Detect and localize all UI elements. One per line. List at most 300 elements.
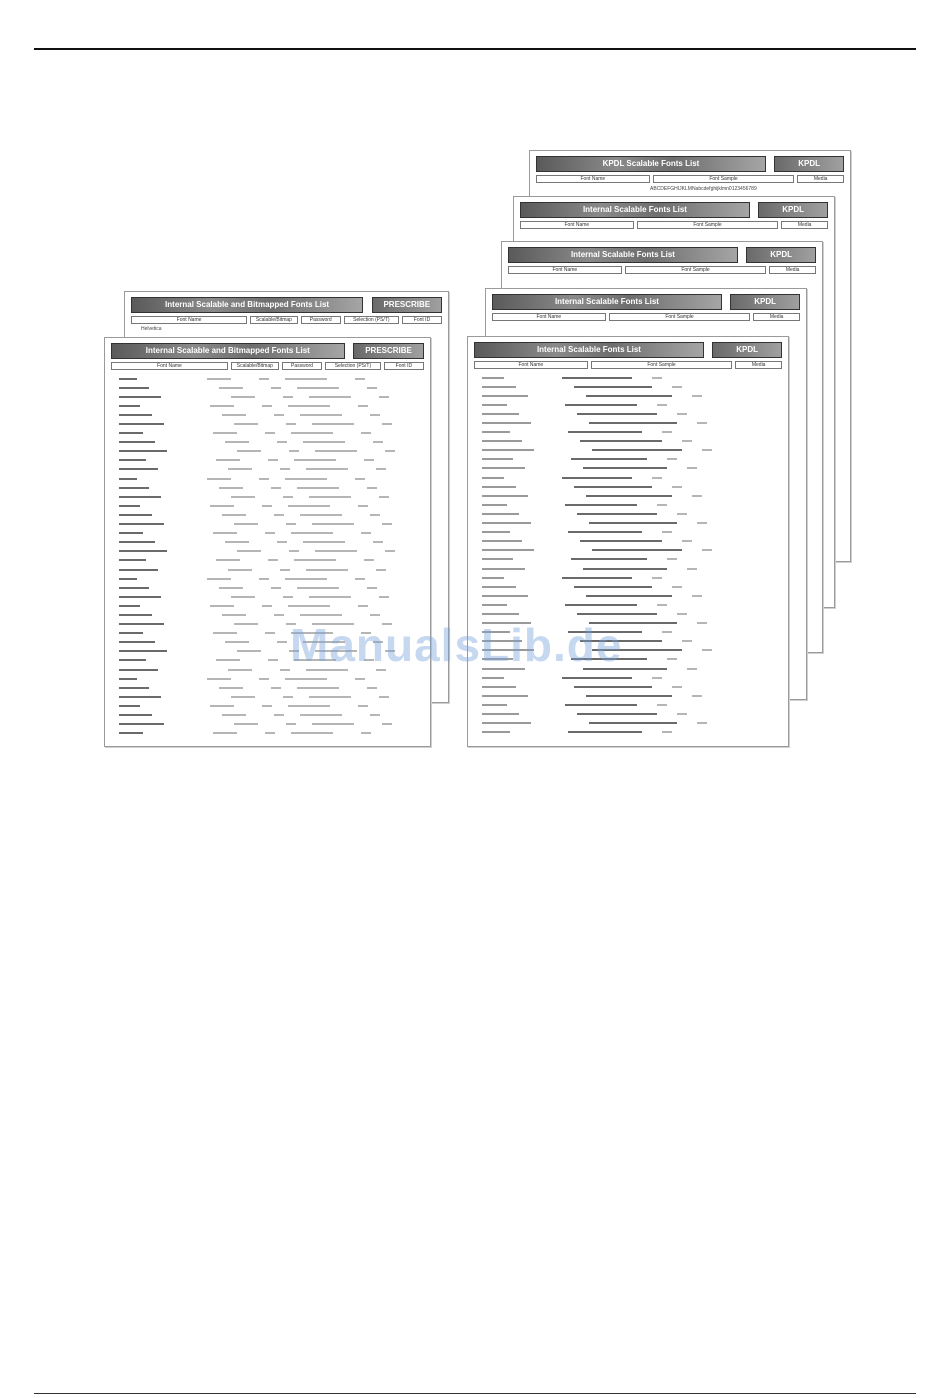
sheet-tag: KPDL (774, 156, 844, 172)
table-row (478, 528, 778, 537)
row-text (677, 513, 687, 515)
row-text (274, 514, 284, 516)
row-text (288, 705, 330, 707)
row-text (119, 650, 167, 652)
row-text (482, 386, 516, 388)
row-text (286, 523, 296, 525)
row-text (379, 496, 389, 498)
row-text (482, 695, 528, 697)
row-text (702, 549, 712, 551)
row-text (237, 550, 261, 552)
table-row (115, 692, 420, 701)
table-row (478, 482, 778, 491)
sheet-title: KPDL Scalable Fonts List (536, 156, 766, 172)
table-row (115, 556, 420, 565)
row-text (562, 377, 632, 379)
back-row-sample: ABCDEFGHIJKLMNabcdefghijklmn0123456789 (650, 186, 757, 192)
table-row (115, 683, 420, 692)
col-media: Media (797, 175, 844, 183)
col-font-id: Font ID (384, 362, 424, 370)
row-text (382, 423, 392, 425)
row-text (565, 604, 637, 606)
col-media: Media (781, 221, 828, 229)
row-text (361, 732, 371, 734)
col-font-sample: Font Sample (591, 361, 733, 369)
table-row (478, 700, 778, 709)
header-rule (34, 48, 916, 50)
row-text (592, 549, 682, 551)
row-text (288, 505, 330, 507)
row-text (234, 423, 258, 425)
table-row (115, 510, 420, 519)
row-text (228, 468, 252, 470)
table-row (115, 701, 420, 710)
row-text (213, 432, 237, 434)
col-media: Media (753, 313, 800, 321)
row-text (262, 405, 272, 407)
col-font-id: Font ID (402, 316, 442, 324)
row-text (657, 504, 667, 506)
row-text (234, 623, 258, 625)
table-row (478, 564, 778, 573)
row-text (370, 414, 380, 416)
row-text (222, 514, 246, 516)
row-text (482, 504, 507, 506)
col-font-sample: Font Sample (653, 175, 795, 183)
col-font-name: Font Name (111, 362, 228, 370)
row-text (682, 440, 692, 442)
row-text (657, 404, 667, 406)
row-text (265, 732, 275, 734)
row-text (283, 396, 293, 398)
table-row (115, 392, 420, 401)
row-text (265, 632, 275, 634)
sheet-tag: KPDL (746, 247, 816, 263)
row-text (119, 378, 137, 380)
sheet-tag: PRESCRIBE (372, 297, 442, 313)
table-row (115, 720, 420, 729)
row-text (303, 441, 345, 443)
row-text (589, 422, 677, 424)
row-text (237, 450, 261, 452)
row-text (119, 487, 149, 489)
row-text (677, 413, 687, 415)
row-text (119, 514, 152, 516)
table-row (115, 447, 420, 456)
table-row (115, 729, 420, 738)
row-text (562, 577, 632, 579)
row-text (364, 459, 374, 461)
row-text (119, 423, 164, 425)
row-text (283, 696, 293, 698)
row-text (662, 631, 672, 633)
table-row (478, 600, 778, 609)
col-font-name: Font Name (520, 221, 634, 229)
row-text (482, 458, 513, 460)
table-row (478, 719, 778, 728)
col-font-name: Font Name (508, 266, 622, 274)
row-text (312, 723, 354, 725)
row-text (358, 405, 368, 407)
row-text (210, 505, 234, 507)
row-text (482, 513, 519, 515)
row-text (692, 495, 702, 497)
row-text (119, 614, 152, 616)
row-text (119, 559, 146, 561)
row-text (652, 577, 662, 579)
row-text (119, 714, 152, 716)
table-row (478, 418, 778, 427)
row-text (367, 487, 377, 489)
row-text (119, 478, 137, 480)
row-text (259, 378, 269, 380)
table-row (478, 682, 778, 691)
row-text (385, 550, 395, 552)
row-text (482, 731, 510, 733)
table-row (115, 601, 420, 610)
row-text (379, 596, 389, 598)
table-row (478, 537, 778, 546)
row-text (213, 732, 237, 734)
table-row (478, 728, 778, 737)
row-text (482, 704, 507, 706)
row-text (268, 459, 278, 461)
column-headers (131, 316, 442, 324)
row-text (303, 541, 345, 543)
row-text (682, 540, 692, 542)
table-row (478, 428, 778, 437)
col-font-name: Font Name (131, 316, 247, 324)
row-text (300, 614, 342, 616)
row-text (119, 387, 149, 389)
table-row (478, 409, 778, 418)
table-row (115, 401, 420, 410)
row-text (672, 686, 682, 688)
row-text (291, 732, 333, 734)
row-text (309, 696, 351, 698)
row-text (482, 531, 510, 533)
col-font-name: Font Name (536, 175, 650, 183)
row-text (300, 514, 342, 516)
row-text (297, 587, 339, 589)
row-text (667, 558, 677, 560)
row-text (228, 669, 252, 671)
row-text (119, 678, 137, 680)
row-text (574, 386, 652, 388)
row-text (482, 522, 531, 524)
table-row (115, 456, 420, 465)
row-text (571, 558, 647, 560)
row-text (355, 378, 365, 380)
row-text (291, 532, 333, 534)
row-text (285, 578, 327, 580)
row-text (119, 659, 146, 661)
row-text (280, 569, 290, 571)
row-text (361, 432, 371, 434)
row-text (667, 658, 677, 660)
table-row (478, 709, 778, 718)
row-text (482, 549, 534, 551)
row-text (210, 605, 234, 607)
table-row (478, 373, 778, 382)
table-row (478, 437, 778, 446)
row-text (119, 505, 140, 507)
row-text (286, 723, 296, 725)
row-text (652, 477, 662, 479)
col-media: Media (769, 266, 816, 274)
row-text (482, 595, 528, 597)
row-text (482, 495, 528, 497)
row-text (297, 387, 339, 389)
row-text (219, 387, 243, 389)
row-text (577, 513, 657, 515)
column-headers (492, 313, 800, 321)
row-text (119, 441, 155, 443)
font-rows (478, 373, 778, 737)
row-text (358, 605, 368, 607)
row-text (262, 705, 272, 707)
row-text (697, 622, 707, 624)
row-text (574, 686, 652, 688)
row-text (119, 569, 158, 571)
row-text (300, 414, 342, 416)
row-text (482, 722, 531, 724)
row-text (210, 405, 234, 407)
col-media: Media (735, 361, 782, 369)
table-row (478, 519, 778, 528)
table-row (478, 400, 778, 409)
row-text (216, 659, 240, 661)
row-text (385, 450, 395, 452)
row-text (294, 459, 336, 461)
sheet-title: Internal Scalable and Bitmapped Fonts List (131, 297, 363, 313)
row-text (367, 687, 377, 689)
sheet-tag: KPDL (712, 342, 782, 358)
col-password: Password (301, 316, 341, 324)
table-row (478, 582, 778, 591)
row-text (119, 587, 149, 589)
row-text (702, 449, 712, 451)
row-text (289, 550, 299, 552)
row-text (285, 378, 327, 380)
row-text (309, 396, 351, 398)
row-text (225, 441, 249, 443)
row-text (119, 523, 164, 525)
row-text (219, 587, 243, 589)
row-text (667, 458, 677, 460)
row-text (687, 467, 697, 469)
row-text (207, 378, 231, 380)
row-text (382, 723, 392, 725)
row-text (274, 614, 284, 616)
row-text (577, 413, 657, 415)
row-text (283, 496, 293, 498)
row-text (285, 678, 327, 680)
sheet-tag: PRESCRIBE (353, 343, 424, 359)
table-row (478, 691, 778, 700)
col-font-sample: Font Sample (609, 313, 751, 321)
table-row (478, 509, 778, 518)
table-row (478, 591, 778, 600)
row-text (119, 632, 143, 634)
row-text (265, 432, 275, 434)
row-text (586, 595, 672, 597)
sheet-title: Internal Scalable Fonts List (520, 202, 750, 218)
row-text (119, 705, 140, 707)
row-text (482, 413, 519, 415)
table-row (115, 529, 420, 538)
row-text (297, 487, 339, 489)
sheet-title: Internal Scalable Fonts List (474, 342, 704, 358)
table-row (478, 464, 778, 473)
row-text (312, 523, 354, 525)
row-text (225, 541, 249, 543)
table-row (478, 673, 778, 682)
row-text (234, 523, 258, 525)
row-text (262, 605, 272, 607)
table-row (115, 419, 420, 428)
table-row (115, 538, 420, 547)
row-text (482, 713, 519, 715)
table-row (115, 465, 420, 474)
col-selection: Selection (PS/T) (344, 316, 399, 324)
column-headers (474, 361, 782, 369)
table-row (115, 547, 420, 556)
row-text (692, 595, 702, 597)
row-text (119, 459, 146, 461)
row-text (119, 623, 164, 625)
row-text (228, 569, 252, 571)
row-text (482, 686, 516, 688)
row-text (306, 569, 348, 571)
table-row (478, 491, 778, 500)
row-text (119, 687, 149, 689)
row-text (259, 578, 269, 580)
row-text (662, 531, 672, 533)
row-text (315, 550, 357, 552)
row-text (482, 395, 528, 397)
row-text (231, 596, 255, 598)
row-text (568, 731, 642, 733)
col-scalable: Scalable/Bitmap (250, 316, 298, 324)
row-text (216, 459, 240, 461)
row-text (672, 386, 682, 388)
row-text (589, 722, 677, 724)
row-text (364, 559, 374, 561)
row-text (565, 504, 637, 506)
row-text (482, 422, 531, 424)
table-row (115, 438, 420, 447)
row-text (288, 405, 330, 407)
row-text (119, 432, 143, 434)
row-text (379, 396, 389, 398)
row-text (119, 414, 152, 416)
row-text (672, 486, 682, 488)
footer-rule (34, 1393, 916, 1394)
row-text (283, 596, 293, 598)
row-text (589, 522, 677, 524)
row-text (574, 586, 652, 588)
col-font-sample: Font Sample (637, 221, 779, 229)
row-text (294, 559, 336, 561)
row-text (687, 668, 697, 670)
row-text (482, 577, 504, 579)
table-row (115, 483, 420, 492)
row-text (361, 532, 371, 534)
table-row (478, 446, 778, 455)
column-headers (520, 221, 828, 229)
row-text (268, 559, 278, 561)
row-text (571, 458, 647, 460)
row-text (692, 695, 702, 697)
row-text (219, 687, 243, 689)
row-text (222, 714, 246, 716)
row-text (482, 440, 522, 442)
row-text (697, 522, 707, 524)
row-text (568, 531, 642, 533)
row-text (565, 404, 637, 406)
font-list-sheet-front (104, 337, 431, 747)
row-text (355, 678, 365, 680)
table-row (115, 474, 420, 483)
row-text (216, 559, 240, 561)
row-text (119, 723, 164, 725)
row-text (259, 478, 269, 480)
sheet-tag: KPDL (758, 202, 828, 218)
row-text (580, 440, 662, 442)
row-text (271, 587, 281, 589)
row-text (300, 714, 342, 716)
column-headers (508, 266, 816, 274)
row-text (677, 713, 687, 715)
column-headers (111, 362, 424, 370)
col-password: Password (282, 362, 322, 370)
table-row (115, 410, 420, 419)
row-text (277, 541, 287, 543)
row-text (119, 496, 161, 498)
row-text (367, 587, 377, 589)
row-text (482, 377, 504, 379)
row-text (306, 468, 348, 470)
row-text (119, 396, 161, 398)
sheet-title: Internal Scalable and Bitmapped Fonts List (111, 343, 345, 359)
row-text (219, 487, 243, 489)
row-text (373, 441, 383, 443)
row-text (657, 704, 667, 706)
row-text (234, 723, 258, 725)
row-text (119, 541, 155, 543)
row-text (213, 632, 237, 634)
table-row (115, 501, 420, 510)
row-text (583, 467, 667, 469)
row-text (652, 377, 662, 379)
row-text (482, 613, 519, 615)
table-row (115, 520, 420, 529)
row-text (652, 677, 662, 679)
row-text (312, 423, 354, 425)
row-text (370, 614, 380, 616)
row-text (376, 468, 386, 470)
row-text (370, 514, 380, 516)
row-text (376, 569, 386, 571)
row-text (373, 541, 383, 543)
row-text (231, 496, 255, 498)
row-text (119, 641, 155, 643)
table-row (478, 473, 778, 482)
row-text (119, 605, 140, 607)
row-text (692, 395, 702, 397)
col-font-name: Font Name (474, 361, 588, 369)
